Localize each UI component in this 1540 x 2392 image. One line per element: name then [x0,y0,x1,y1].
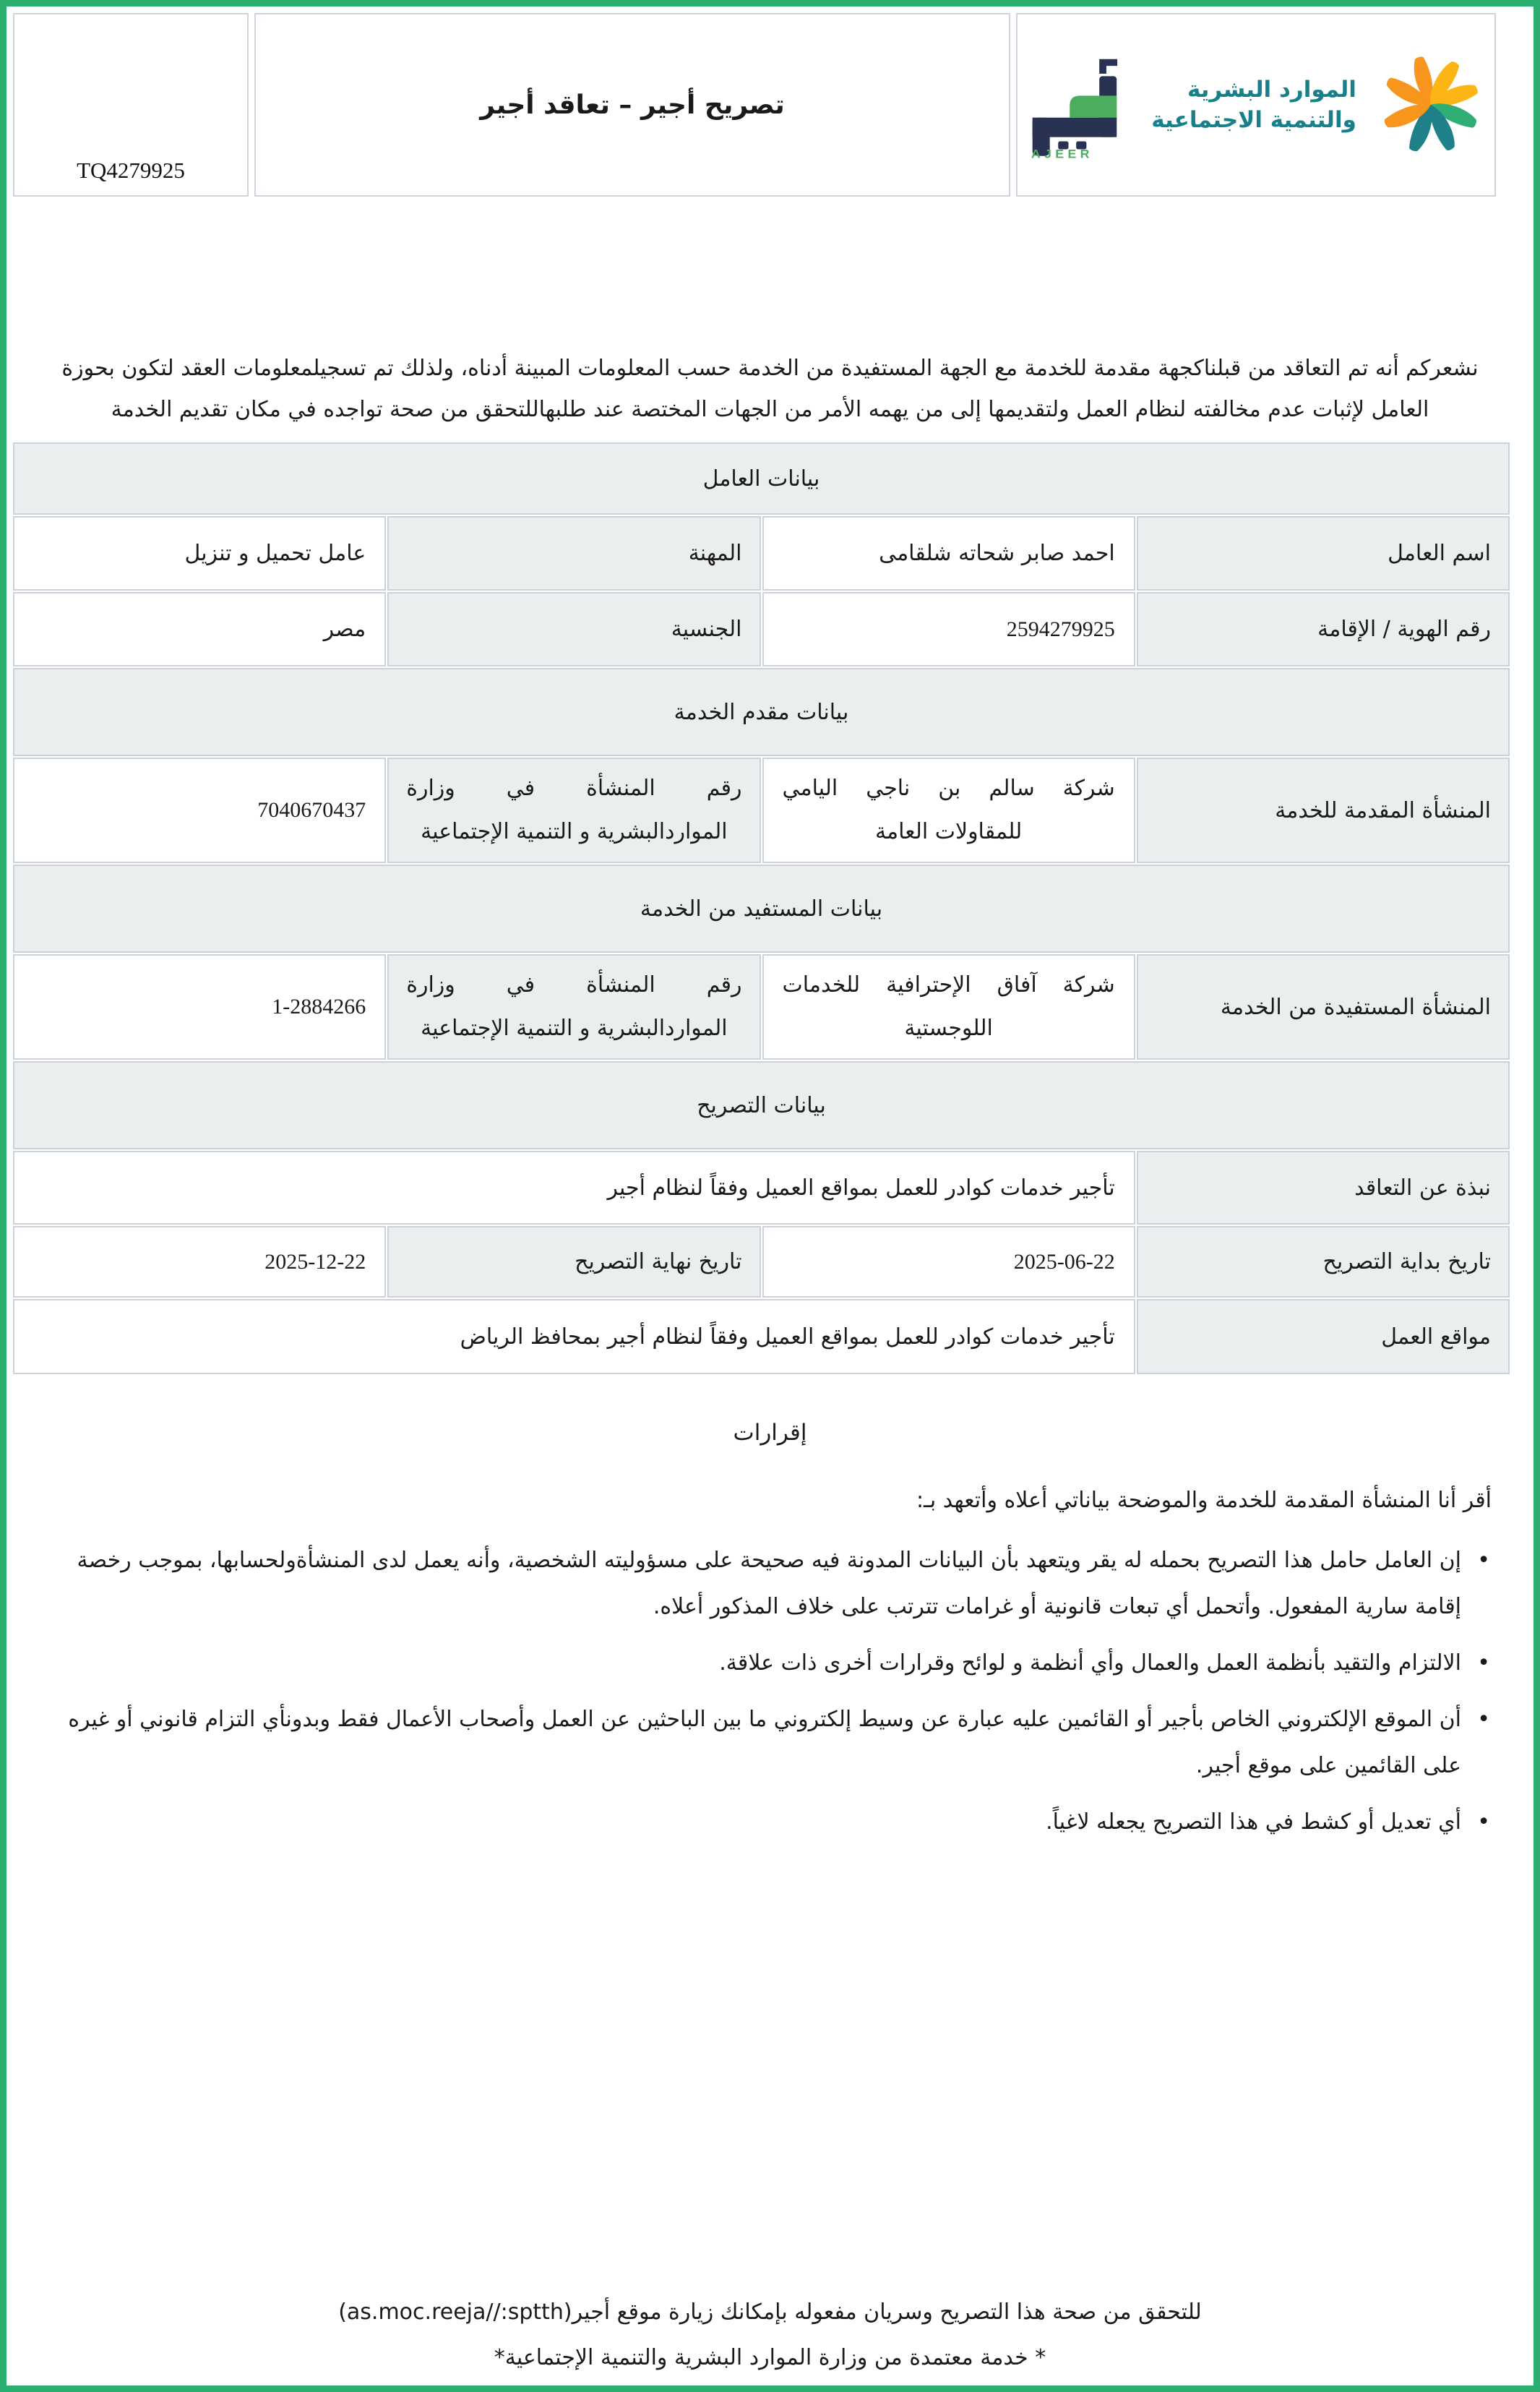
section-row-permit [13,1061,1510,1149]
worker-nationality-label: الجنسية [387,592,760,666]
permit-end-label: تاريخ نهاية التصريح [387,1226,760,1298]
list-item [48,1640,1492,1686]
doc-number: TQ4279925 [77,158,185,183]
section-title-beneficiary: بيانات المستفيد من الخدمة [13,865,1510,953]
logos-box [1016,13,1496,197]
provider-number-value: 7040670437 [13,758,386,863]
declarations-list [48,1538,1492,1846]
table-row [13,516,1510,591]
ministry-wordmark [1151,74,1356,135]
table-row [13,954,1510,1060]
list-item [48,1538,1492,1630]
beneficiary-establishment-label: المنشأة المستفيدة من الخدمة [1137,954,1510,1060]
permit-about-value: تأجير خدمات كوادر للعمل بمواقع العميل وفقاً لنظام أجير [13,1151,1135,1225]
worker-name-value: احمد صابر شحاته شلقامى [762,516,1135,591]
declaration-text: إن العامل حامل هذا التصريح بحمله له يقر ويتعهد بأن البيانات المدونة فيه صحيحة على مسؤوليته الشخصية، وأنه يعمل لدى المنشأةولحسابها، بموجب رخصة إقامة سارية المفعول. وأتحمل أي تبعات قانونية أو غرامات تترتب على خلاف المذكور أعلاه. [77,1548,1461,1619]
ministry-line1: الموارد البشرية [1187,77,1356,103]
ministry-star-icon [1374,48,1487,162]
worker-profession-label: المهنة [387,516,760,591]
section-row-beneficiary [13,865,1510,953]
permit-start-value: 2025-06-22 [762,1226,1135,1298]
table-row [13,592,1510,666]
table-row [13,758,1510,863]
footer [7,2289,1533,2380]
title-box [254,13,1010,197]
permit-table-wrap [12,441,1511,1376]
intro-paragraph: نشعركم أنه تم التعاقد من قبلناكجهة مقدمة للخدمة مع الجهة المستفيدة من الخدمة حسب المعلومات المبينة أدناه، ولذلك تم تسجيلمعلومات العقد لتكون بحوزة العامل لإثبات عدم مخالفته لنظام العمل ولتقديمها إلى من يهمه الأمر من الجهات المختصة عند طلبهاللتحقق من صحة تواجده في مكان تقديم الخدمة [61,356,1479,422]
beneficiary-establishment-value: شركة آفاق الإحترافية للخدمات اللوجستية [762,954,1135,1060]
permit-locations-value: تأجير خدمات كوادر للعمل بمواقع العميل وفقاً لنظام أجير بمحافظ الرياض [13,1299,1135,1374]
permit-start-label: تاريخ بداية التصريح [1137,1226,1510,1298]
beneficiary-number-label: رقم المنشأة في وزارة المواردالبشرية و التنمية الإجتماعية [387,954,760,1060]
worker-profession-value: عامل تحميل و تنزيل [13,516,386,591]
bullet-icon: • [1477,1548,1490,1573]
footer-verification-line: للتحقق من صحة هذا التصريح وسريان مفعوله بإمكانك زيارة موقع أجير(as.moc.reeja//:sptth) [338,2299,1202,2325]
permit-about-label: نبذة عن التعاقد [1137,1151,1510,1225]
permit-locations-label: مواقع العمل [1137,1299,1510,1374]
worker-nationality-value: مصر [13,592,386,666]
footer-certified-line: * خدمة معتمدة من وزارة الموارد البشرية والتنمية الإجتماعية* [494,2345,1046,2370]
bullet-icon: • [1477,1809,1490,1835]
worker-id-value: 2594279925 [762,592,1135,666]
worker-id-label: رقم الهوية / الإقامة [1137,592,1510,666]
section-row-provider [13,668,1510,756]
ajeer-logo-icon [1025,51,1134,159]
table-row [13,1151,1510,1225]
permit-end-value: 2025-12-22 [13,1226,386,1298]
worker-name-label: اسم العامل [1137,516,1510,591]
declarations-intro: أقر أنا المنشأة المقدمة للخدمة والموضحة بياناتي أعلاه وأتعهد بـ: [916,1488,1492,1513]
declaration-text: الالتزام والتقيد بأنظمة العمل والعمال وأي أنظمة و لوائح وقرارات أخرى ذات علاقة. [719,1650,1461,1676]
declarations-title: إقرارات [733,1420,807,1446]
provider-establishment-label: المنشأة المقدمة للخدمة [1137,758,1510,863]
list-item [48,1697,1492,1789]
table-row [13,1299,1510,1374]
declaration-text: أي تعديل أو كشط في هذا التصريح يجعله لاغياً. [1046,1809,1461,1835]
ajeer-logo-text: AJEER [1031,146,1093,159]
table-row [13,1226,1510,1298]
section-title-provider: بيانات مقدم الخدمة [13,668,1510,756]
ajeer-green-accent [1070,95,1117,117]
bullet-icon: • [1477,1650,1490,1676]
section-title-permit: بيانات التصريح [13,1061,1510,1149]
header [13,13,1496,197]
section-row-worker [13,442,1510,515]
permit-table [12,441,1511,1376]
list-item [48,1799,1492,1846]
declaration-text: أن الموقع الإلكتروني الخاص بأجير أو القائمين عليه عبارة عن وسيط إلكتروني ما بين الباحثين عن العمل وأصحاب الأعمال فقط وبدونأي التزام قانوني أو غيره على القائمين على موقع أجير. [68,1707,1461,1778]
bullet-icon: • [1477,1707,1490,1732]
doc-number-box [13,13,249,197]
beneficiary-number-value: 1-2884266 [13,954,386,1060]
provider-establishment-value: شركة سالم بن ناجي اليامي للمقاولات العامة [762,758,1135,863]
declarations-section [48,1420,1492,1856]
provider-number-label: رقم المنشأة في وزارة المواردالبشرية و التنمية الإجتماعية [387,758,760,863]
section-title-worker: بيانات العامل [13,442,1510,515]
ministry-line2: والتنمية الاجتماعية [1151,107,1356,133]
page-title: تصريح أجير – تعاقد أجير [480,90,785,120]
